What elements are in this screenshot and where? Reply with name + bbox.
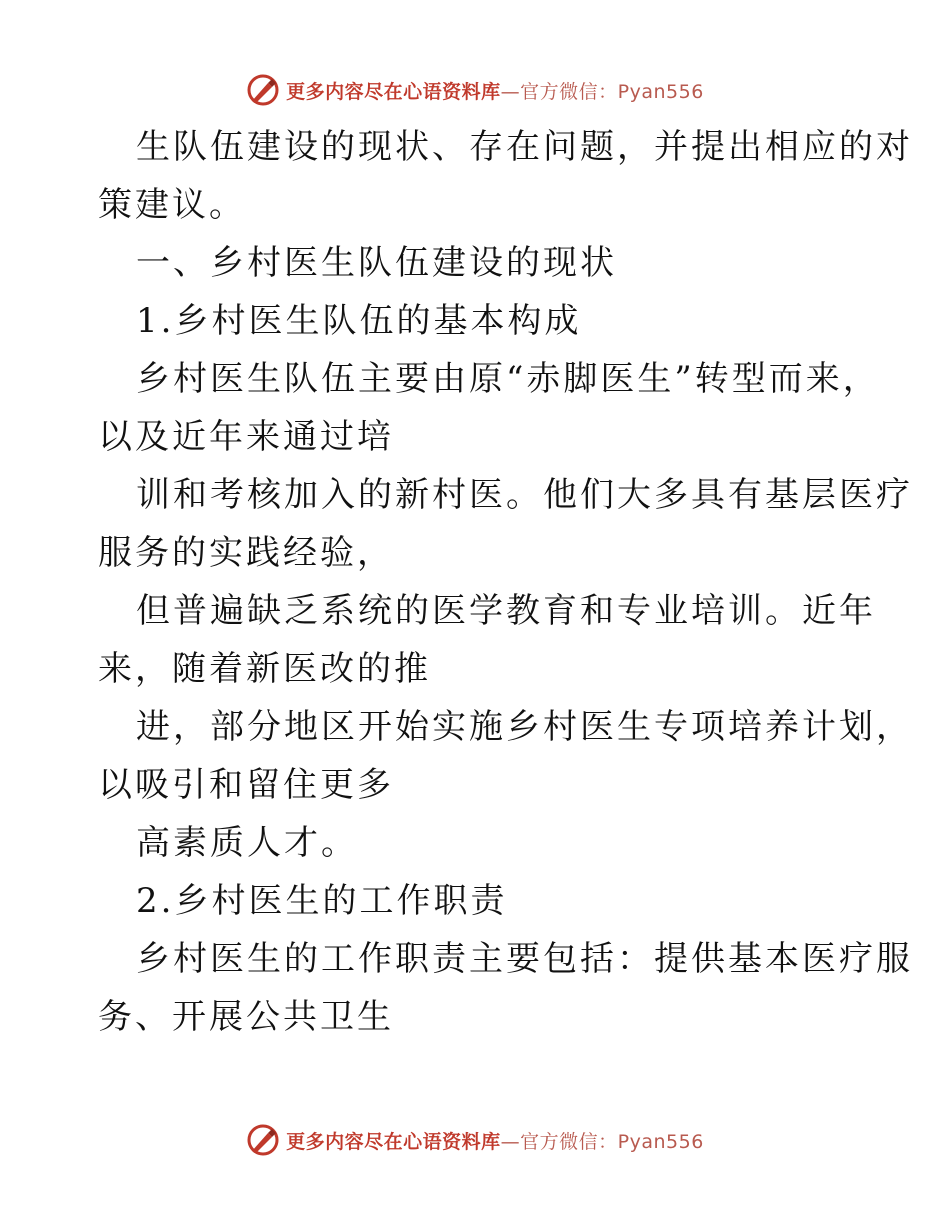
text-line: 进，部分地区开始实施乡村医生专项培养计划， [136, 707, 913, 747]
text-line: 来，随着新医改的推 [98, 649, 431, 689]
text-line: 务、开展公共卫生 [98, 997, 394, 1037]
header-banner-text [286, 77, 704, 104]
text-line: 生队伍建设的现状、存在问题，并提出相应的对 [136, 127, 913, 167]
text-line: 以吸引和留住更多 [98, 765, 394, 805]
document-body [98, 118, 913, 1046]
pen-logo-icon [246, 1123, 280, 1157]
text-line: 高素质人才。 [136, 823, 358, 863]
text-line: 训和考核加入的新村医。他们大多具有基层医疗 [136, 475, 913, 515]
footer-banner-text [286, 1127, 704, 1154]
header-banner-main: 更多内容尽在心语资料库 [286, 80, 501, 103]
pen-logo-icon [246, 73, 280, 107]
text-line: 以及近年来通过培 [98, 417, 394, 457]
footer-banner-contact: 官方微信：Pyan556 [520, 1130, 704, 1153]
text-line: 乡村医生的工作职责主要包括：提供基本医疗服 [136, 939, 913, 979]
header-banner-dash: — [500, 80, 521, 103]
text-line: 策建议。 [98, 185, 246, 225]
footer-banner-main: 更多内容尽在心语资料库 [286, 1130, 501, 1153]
header-watermark-banner [0, 70, 950, 110]
header-banner-contact: 官方微信：Pyan556 [520, 80, 704, 103]
subsection-heading: 1.乡村医生队伍的基本构成 [136, 301, 582, 341]
text-line: 但普遍缺乏系统的医学教育和专业培训。近年 [136, 591, 876, 631]
footer-banner-dash: — [500, 1130, 521, 1153]
text-line: 乡村医生队伍主要由原“赤脚医生”转型而来， [136, 359, 880, 399]
section-heading: 一、乡村医生队伍建设的现状 [136, 243, 617, 283]
footer-watermark-banner [0, 1120, 950, 1160]
text-line: 服务的实践经验， [98, 533, 394, 573]
subsection-heading: 2.乡村医生的工作职责 [136, 881, 508, 921]
